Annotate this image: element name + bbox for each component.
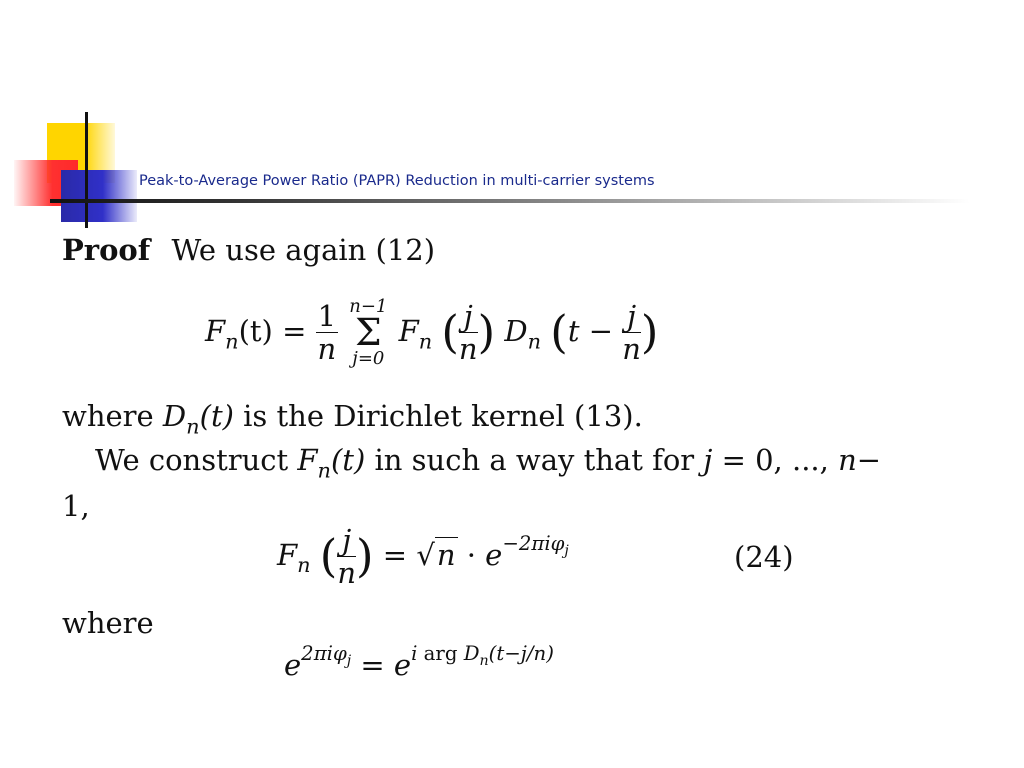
where-line: where — [62, 606, 154, 640]
where-dirichlet-line: where $D_n(t)$ is the Dirichlet kernel (13). — [62, 399, 643, 439]
eq1-fraction: $\frac{1}{n}$ — [317, 299, 337, 367]
equation-12: $F_n(t)$ = $\frac{1}{n}$ n−1 Σ j=0 $F_n$ ( $\frac{j}{n}$ ) $D_n$ (t − $\frac{j}{n}$ ) — [205, 296, 659, 369]
slide-header-title: Peak-to-Average Power Ratio (PAPR) Reduction in multi-carrier systems — [139, 173, 655, 189]
eq2-sqrt: √n — [416, 537, 456, 572]
eq1-lhs-arg: (t) = — [238, 313, 307, 348]
proof-label: Proof — [62, 233, 151, 267]
construct-line-continuation: 1, — [62, 489, 90, 523]
equation-24: $F_n$ ( $\frac{j}{n}$ ) = $√n \cdot e^{-2\pi i\varphi_j}$ — [277, 523, 569, 591]
eq1-sum: n−1 Σ j=0 — [349, 296, 388, 369]
eq2-fraction: $\frac{j}{n}$ — [337, 523, 357, 591]
proof-line — [62, 233, 436, 267]
equation-number-24: (24) — [734, 540, 794, 574]
eq1-inner2-fraction: $\frac{j}{n}$ — [622, 299, 641, 367]
eq1-lhs: F — [205, 313, 226, 348]
equation-phase: $e^{2\pi i\varphi_j} = e^{i arg D_n(t-j/n)}$ — [284, 642, 554, 682]
proof-text: We use again (12) — [171, 233, 436, 267]
eq1-inner-fraction: $\frac{j}{n}$ — [458, 299, 478, 367]
construct-line: We construct $F_n(t)$ in such a way that for j = 0, ..., n− — [95, 443, 882, 483]
